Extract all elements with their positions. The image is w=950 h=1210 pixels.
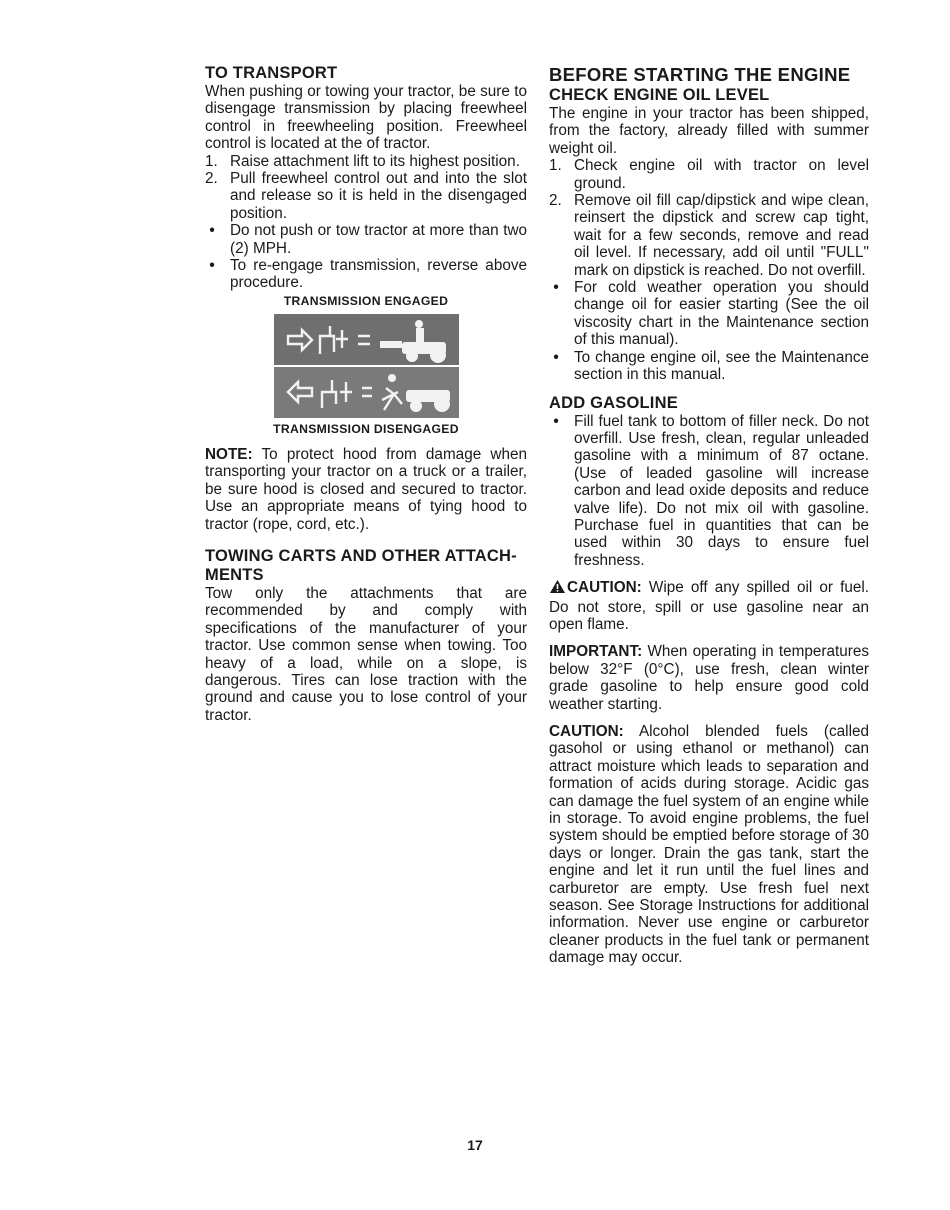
towing-heading: TOWING CARTS AND OTHER ATTACH-MENTS: [205, 546, 517, 584]
transport-bullets: [205, 222, 527, 292]
bullet-icon: •: [553, 279, 559, 297]
list-item: • Do not push or tow tractor at more than two (2) MPH.: [205, 222, 527, 257]
caution-triangle-icon: [549, 579, 566, 598]
transport-intro: When pushing or towing your tractor, be sure to disengage transmission by placing freewheel control in freewheeling position. Freewheel control is located at the of tractor.: [205, 83, 527, 153]
caution-paragraph: CAUTION: Wipe off any spilled oil or fuel. Do not store, spill or use gasoline near an open flame.: [549, 579, 869, 633]
towing-paragraph: Tow only the attachments that are recommended by and comply with specifications of the manufacturer of your tractor. Use common sense when towing. Too heavy of a load, while on a slope, is dangerous. Tires can lose traction with the ground and cause you to lose control of your tractor.: [205, 584, 527, 724]
list-item: 2. Remove oil fill cap/dipstick and wipe clean, reinsert the dipstick and screw cap tight, wait for a few seconds, remove and read oil level. If necessary, add oil until "FULL" mark on dipstick is reached. Do not overfill.: [549, 192, 869, 279]
list-item: 2. Pull freewheel control out and into the slot and release so it is held in the disengaged position.: [205, 170, 527, 222]
figure-caption-engaged: TRANSMISSION ENGAGED: [283, 293, 449, 308]
oil-steps: [549, 157, 869, 279]
oil-intro: The engine in your tractor has been shipped, from the factory, already filled with summer weight oil.: [549, 105, 869, 157]
note-paragraph: NOTE: To protect hood from damage when transporting your tractor on a truck or a trailer, be sure hood is closed and secured to tractor. Use an appropriate means of tying hood to tractor (rope, cord, etc.).: [205, 445, 527, 533]
list-item: • Fill fuel tank to bottom of filler neck. Do not overfill. Use fresh, clean, regular unleaded gasoline with a minimum of 87 octane. (Use of leaded gasoline will increase carbon and lead oxide deposits and reduce valve life). Do not mix oil with gasoline. Purchase fuel in quantities that can be used within 30 days to ensure fuel freshness.: [549, 413, 869, 570]
page-number: 17: [467, 1137, 483, 1153]
gasoline-bullets: [549, 413, 869, 570]
right-column: [549, 64, 869, 967]
transport-steps: [205, 153, 527, 223]
transmission-decal-icon: [274, 314, 459, 418]
bullet-icon: •: [553, 412, 559, 430]
oil-heading: CHECK ENGINE OIL LEVEL: [549, 86, 770, 104]
figure-caption-disengaged: TRANSMISSION DISENGAGED: [273, 421, 459, 436]
gasoline-heading: ADD GASOLINE: [549, 393, 678, 412]
bullet-icon: •: [209, 222, 215, 240]
important-paragraph: IMPORTANT: When operating in temperatures below 32°F (0°C), use fresh, clean winter grade gasoline to help ensure good cold weather starting.: [549, 643, 869, 713]
list-item: • For cold weather operation you should change oil for easier starting (See the oil viscosity chart in the Maintenance section of this manual).: [549, 279, 869, 349]
list-item: 1. Raise attachment lift to its highest position.: [205, 152, 520, 170]
page-title: BEFORE STARTING THE ENGINE: [549, 64, 851, 85]
left-column: [205, 64, 527, 724]
list-item: • To change engine oil, see the Maintenance section in this manual.: [549, 349, 869, 384]
bullet-icon: •: [553, 348, 559, 366]
bullet-icon: •: [209, 257, 215, 275]
alcohol-caution-paragraph: CAUTION: Alcohol blended fuels (called gasohol or using ethanol or methanol) can attract moisture which leads to separation and formation of acids during storage. Acidic gas can damage the fuel system of an engine while in storage. To avoid engine problems, the fuel system should be emptied before storage of 30 days or longer. Drain the gas tank, start the engine and let it run until the fuel lines and carburetor are empty. Use fresh fuel next season. See Storage Instructions for additional information. Never use engine or carburetor cleaner products in the fuel tank or permanent damage may occur.: [549, 723, 869, 967]
transmission-figure: [205, 294, 527, 436]
list-item: 1. Check engine oil with tractor on level ground.: [549, 157, 869, 192]
transmission-decal: [274, 314, 459, 418]
oil-bullets: [549, 279, 869, 383]
transport-heading: TO TRANSPORT: [205, 64, 338, 82]
list-item: • To re-engage transmission, reverse above procedure.: [205, 257, 527, 292]
